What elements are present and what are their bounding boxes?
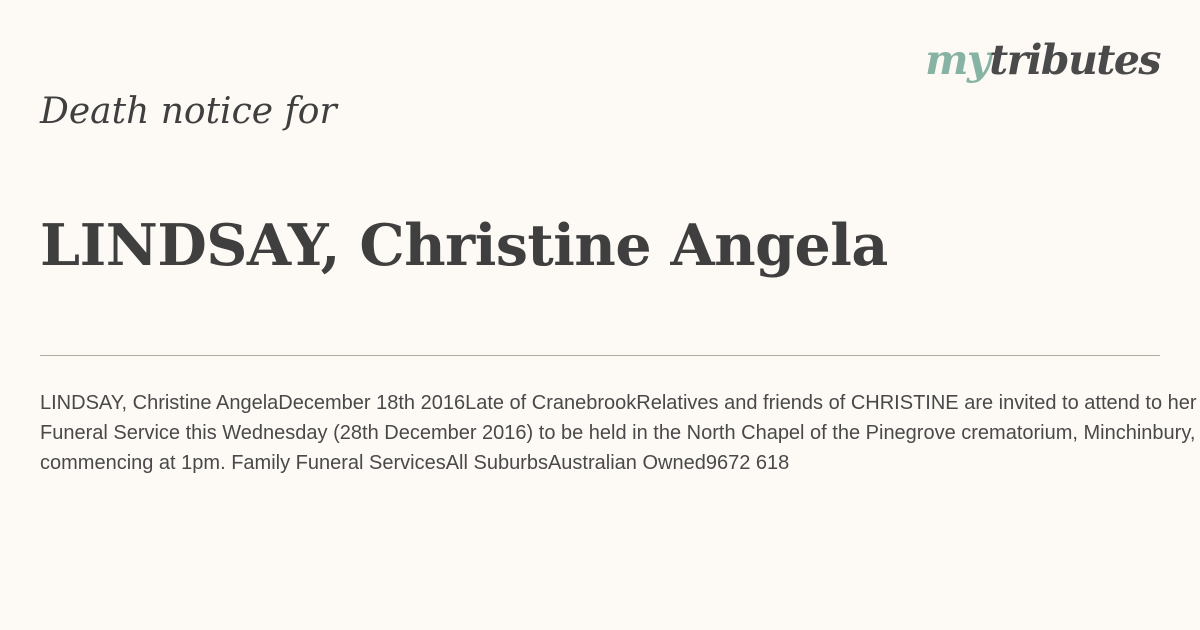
notice-body: LINDSAY, Christine AngelaDecember 18th 2016Late of CranebrookRelatives and friends of CHRISTINE are invited to attend to her Funeral Service this Wednesday (28th December 2016) to be held in the North Chapel of the Pinegrove crematorium, Minchinbury, commencing at 1pm. Family Funeral ServicesAll SuburbsAustralian Owned9672 618 [40, 392, 1197, 474]
notice-subtitle: Death notice for [40, 91, 337, 132]
logo-tributes-text: tributes [989, 36, 1160, 84]
deceased-name: LINDSAY, Christine Angela [40, 212, 888, 279]
mytributes-logo [925, 36, 1160, 84]
divider [40, 355, 1160, 356]
logo-my-text: my [925, 36, 990, 84]
